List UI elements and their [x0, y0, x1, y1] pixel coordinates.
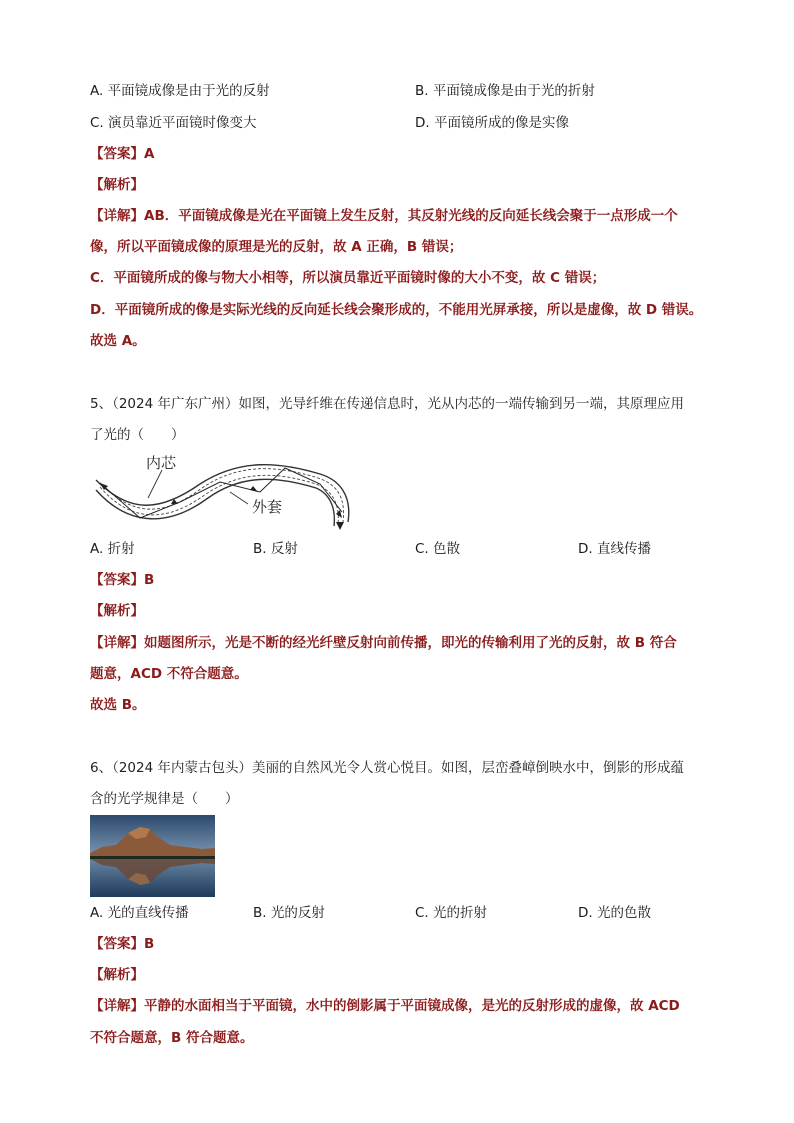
- q5-analysis-label: 【解析】: [90, 603, 144, 619]
- q5-stem-line: 5、（2024 年广东广州）如图，光导纤维在传递信息时，光从内芯的一端传输到另一端，其原理应用: [90, 396, 684, 412]
- q6-analysis-label: 【解析】: [90, 967, 144, 983]
- q6-stem-line: 含的光学规律是（ ）: [90, 791, 239, 807]
- q4-option-b: B. 平面镜成像是由于光的折射: [415, 83, 595, 99]
- fiber-core-label: 内芯: [146, 454, 177, 472]
- q6-answer: 【答案】B: [90, 936, 155, 952]
- q5-detail-line: 【详解】如题图所示，光是不断的经光纤壁反射向前传播，即光的传输利用了光的反射，故 B 符合: [90, 635, 677, 651]
- q6-detail-line: 【详解】平静的水面相当于平面镜，水中的倒影属于平面镜成像，是光的反射形成的虚像，故 ACD: [90, 998, 680, 1014]
- mountain-reflection-photo: [90, 815, 215, 897]
- q4-answer: 【答案】A: [90, 146, 155, 162]
- q6-option-c: C. 光的折射: [415, 905, 488, 921]
- q4-option-a: A. 平面镜成像是由于光的反射: [90, 83, 270, 99]
- q5-option-d: D. 直线传播: [578, 541, 651, 557]
- q5-detail-line: 题意，ACD 不符合题意。: [90, 666, 248, 682]
- fiber-cladding-label: 外套: [252, 498, 283, 516]
- q5-option-a: A. 折射: [90, 541, 135, 557]
- optical-fiber-figure: [90, 452, 356, 532]
- q5-detail-line: 故选 B。: [90, 697, 146, 713]
- q4-detail-line: 故选 A。: [90, 333, 146, 349]
- q5-stem-line: 了光的（ ）: [90, 427, 185, 443]
- q6-detail-line: 不符合题意，B 符合题意。: [90, 1030, 254, 1046]
- q5-answer: 【答案】B: [90, 572, 155, 588]
- q4-option-c: C. 演员靠近平面镜时像变大: [90, 115, 257, 131]
- q6-option-a: A. 光的直线传播: [90, 905, 189, 921]
- q6-option-b: B. 光的反射: [253, 905, 325, 921]
- q4-detail-line: 像，所以平面镜成像的原理是光的反射，故 A 正确，B 错误；: [90, 239, 463, 255]
- q4-detail-line: C．平面镜所成的像与物大小相等，所以演员靠近平面镜时像的大小不变，故 C 错误；: [90, 270, 606, 286]
- q5-option-b: B. 反射: [253, 541, 298, 557]
- q4-detail-line: D．平面镜所成的像是实际光线的反向延长线会聚形成的，不能用光屏承接，所以是虚像，故 D 错误。: [90, 302, 703, 318]
- q5-option-c: C. 色散: [415, 541, 461, 557]
- q4-detail-line: 【详解】AB．平面镜成像是光在平面镜上发生反射，其反射光线的反向延长线会聚于一点形成一个: [90, 208, 678, 224]
- q6-option-d: D. 光的色散: [578, 905, 651, 921]
- q6-stem-line: 6、（2024 年内蒙古包头）美丽的自然风光令人赏心悦目。如图，层峦叠嶂倒映水中，倒影的形成蕴: [90, 760, 684, 776]
- q4-option-d: D. 平面镜所成的像是实像: [415, 115, 569, 131]
- q4-analysis-label: 【解析】: [90, 177, 144, 193]
